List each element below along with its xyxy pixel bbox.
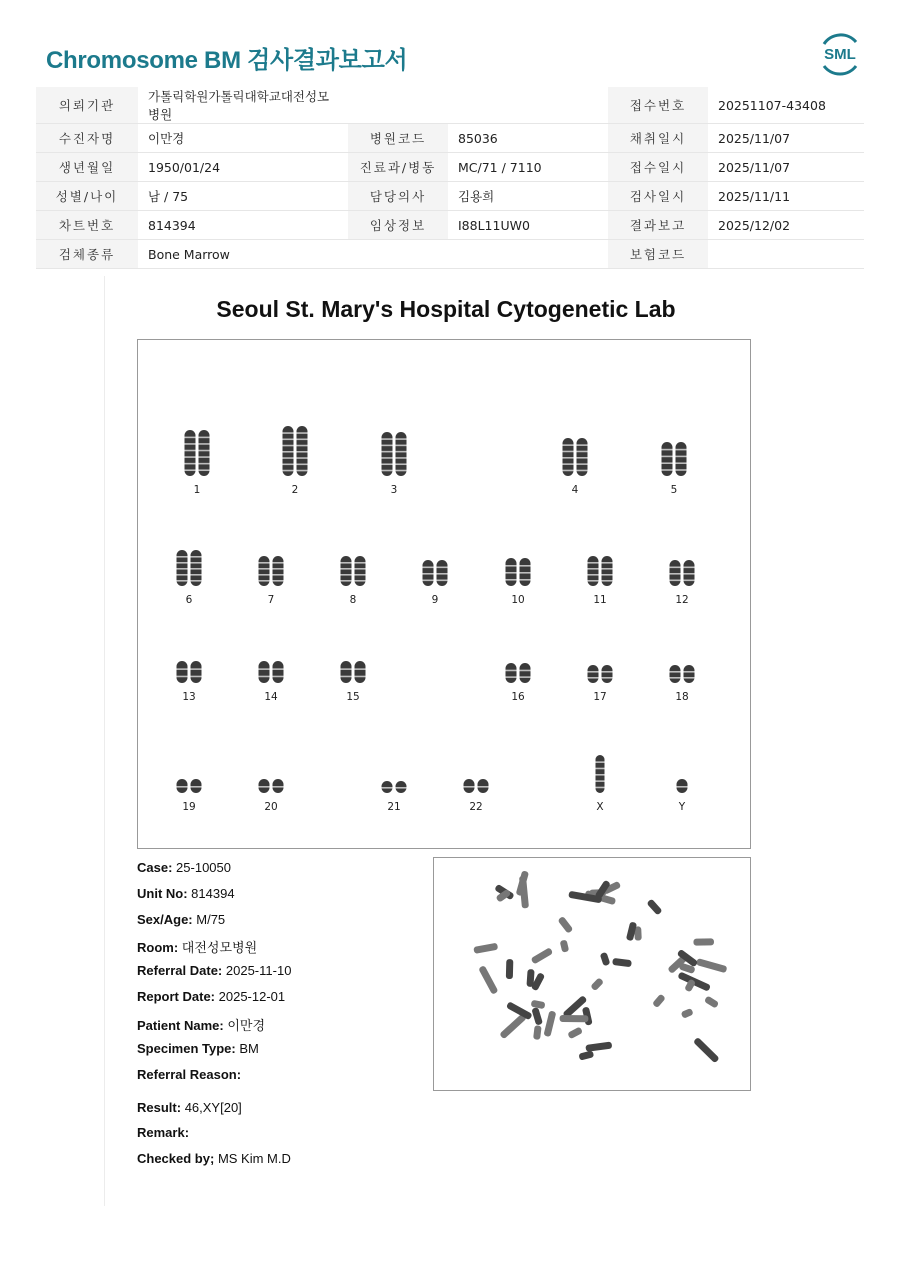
metaphase-chromosome	[693, 1037, 720, 1063]
chromosome-22	[464, 779, 489, 793]
metaphase-chromosome	[478, 965, 498, 995]
chromosome-label: 14	[264, 691, 278, 703]
chromosome-10	[506, 558, 531, 586]
metaphase-chromosome	[531, 1007, 543, 1026]
metaphase-chromosome	[560, 1015, 589, 1022]
chromosome-15	[341, 661, 366, 683]
info-value: 20251107-43408	[708, 87, 864, 124]
chromosome-9	[423, 560, 448, 586]
chromosome-label: Y	[678, 801, 686, 813]
metaphase-chromosome	[506, 959, 514, 979]
info-label: 생년월일	[36, 153, 138, 182]
chromosome-21	[382, 781, 407, 793]
remark-line: Remark:	[137, 1125, 190, 1140]
sexage-value: M/75	[196, 912, 226, 927]
result-value: 46,XY[20]	[184, 1100, 242, 1115]
info-value	[448, 240, 608, 269]
metaphase-chromosome	[681, 1008, 694, 1019]
metaphase-chromosome	[612, 958, 632, 967]
karyogram-chromosomes	[138, 340, 750, 848]
metaphase-chromosome	[557, 916, 573, 934]
info-value: 남 / 75	[138, 182, 348, 211]
chromosome-19	[177, 779, 202, 793]
chromosome-label: 16	[511, 691, 525, 703]
metaphase-chromosome	[696, 958, 728, 973]
info-label: 담당의사	[348, 182, 448, 211]
metaphase-chromosome	[531, 1000, 546, 1009]
chromosome-label: 9	[431, 594, 439, 606]
info-value: 2025/11/07	[708, 124, 864, 153]
report-date-line: Report Date: 2025-12-01	[137, 989, 286, 1004]
info-label: 검사일시	[608, 182, 708, 211]
metaphase-chromosome	[567, 1026, 583, 1039]
sexage-line: Sex/Age: M/75	[137, 912, 226, 927]
chromosome-label: 8	[349, 594, 357, 606]
chromosome-5	[662, 442, 687, 476]
chromosome-X	[596, 755, 605, 793]
lab-title: Seoul St. Mary's Hospital Cytogenetic Lab	[216, 296, 676, 322]
info-row	[36, 87, 864, 124]
chromosome-label: 20	[264, 801, 278, 813]
info-value: 2025/11/07	[708, 153, 864, 182]
chromosome-17	[588, 665, 613, 683]
chromosome-label: 2	[291, 484, 299, 496]
info-label: 임상정보	[348, 211, 448, 240]
chromosome-label: 10	[511, 594, 525, 606]
metaphase-chromosome	[704, 995, 719, 1008]
info-label: 성별/나이	[36, 182, 138, 211]
chromosome-label: 3	[390, 484, 398, 496]
metaphase-chromosome	[499, 1013, 527, 1039]
chromosome-14	[259, 661, 284, 683]
metaphase-chromosome	[543, 1010, 556, 1037]
chromosome-1	[185, 430, 210, 476]
chromosome-label: 7	[267, 594, 275, 606]
info-value: 814394	[138, 211, 348, 240]
report-title: Chromosome BM 검사결과보고서	[46, 47, 408, 74]
metaphase-chromosome	[600, 952, 611, 966]
info-value: 김용희	[448, 182, 608, 211]
info-label: 수진자명	[36, 124, 138, 153]
patient-name-line: Patient Name: 이만경	[137, 1018, 266, 1033]
chromosome-16	[506, 663, 531, 683]
referral-date-line: Referral Date: 2025-11-10	[137, 963, 292, 978]
chromosome-label: 15	[346, 691, 360, 703]
chromosome-label: 22	[469, 801, 483, 813]
info-row	[36, 211, 864, 240]
referral-date-value: 2025-11-10	[225, 963, 292, 978]
info-label: 의뢰기관	[36, 87, 138, 124]
metaphase-chromosome	[590, 977, 604, 991]
chromosome-label: 5	[670, 484, 678, 496]
chromosome-label: 11	[593, 594, 607, 606]
case-value: 25-10050	[176, 860, 231, 875]
info-row	[36, 124, 864, 153]
chromosome-18	[670, 665, 695, 683]
chromosome-4	[563, 438, 588, 476]
info-value	[448, 87, 608, 124]
unit-line: Unit No: 814394	[137, 886, 235, 901]
checked-by-line: Checked by; MS Kim M.D	[137, 1151, 291, 1166]
chromosome-Y	[677, 779, 688, 793]
chromosome-7	[259, 556, 284, 586]
info-row	[36, 240, 864, 269]
info-value: 가톨릭학원가톨릭대학교대전성모병원	[138, 87, 348, 124]
info-label: 병원코드	[348, 124, 448, 153]
chromosome-13	[177, 661, 202, 683]
info-value: 이만경	[138, 124, 348, 153]
chromosome-label: 4	[571, 484, 579, 496]
chromosome-label: 19	[182, 801, 196, 813]
chromosome-20	[259, 779, 284, 793]
info-value: 85036	[448, 124, 608, 153]
chromosome-label: 6	[185, 594, 193, 606]
info-label: 결과보고	[608, 211, 708, 240]
chromosome-11	[588, 556, 613, 586]
metaphase-image	[433, 857, 751, 1091]
chromosome-label: 1	[193, 484, 201, 496]
metaphase-chromosome	[585, 1042, 612, 1052]
info-value: MC/71 / 7110	[448, 153, 608, 182]
checked-by-value: MS Kim M.D	[217, 1151, 291, 1166]
info-row	[36, 182, 864, 211]
svg-text:SML: SML	[824, 46, 856, 63]
report-date-value: 2025-12-01	[218, 989, 286, 1004]
chromosome-3	[382, 432, 407, 476]
metaphase-chromosome	[533, 1025, 542, 1040]
metaphase-chromosome	[652, 994, 666, 1009]
patient-name-value: 이만경	[227, 1018, 266, 1033]
info-label	[348, 240, 448, 269]
info-value: I88L11UW0	[448, 211, 608, 240]
metaphase-chromosome	[526, 969, 534, 987]
chromosome-2	[283, 426, 308, 476]
chromosome-label: 12	[675, 594, 689, 606]
chromosome-8	[341, 556, 366, 586]
metaphase-chromosome	[560, 940, 570, 953]
specimen-value: BM	[239, 1041, 259, 1056]
chromosome-label: X	[596, 801, 604, 813]
unit-value: 814394	[191, 886, 235, 901]
result-line: Result: 46,XY[20]	[137, 1100, 242, 1115]
info-value: 1950/01/24	[138, 153, 348, 182]
info-value: 2025/11/11	[708, 182, 864, 211]
info-label: 채취일시	[608, 124, 708, 153]
info-label	[348, 87, 448, 124]
chromosome-6	[177, 550, 202, 586]
divider	[104, 276, 105, 1206]
metaphase-spread	[434, 858, 750, 1090]
info-label: 접수번호	[608, 87, 708, 124]
info-row	[36, 153, 864, 182]
sml-logo	[816, 30, 864, 78]
chromosome-label: 21	[387, 801, 401, 813]
referral-reason-line: Referral Reason:	[137, 1067, 242, 1082]
room-line: Room: 대전성모병원	[137, 940, 258, 955]
metaphase-chromosome	[646, 899, 662, 916]
metaphase-chromosome	[578, 1050, 594, 1060]
specimen-line: Specimen Type: BM	[137, 1041, 259, 1056]
case-line: Case: 25-10050	[137, 860, 231, 875]
metaphase-chromosome	[531, 947, 554, 964]
patient-info-table	[36, 87, 864, 269]
karyogram-image	[137, 339, 751, 849]
chromosome-label: 18	[675, 691, 689, 703]
chromosome-label: 17	[593, 691, 607, 703]
metaphase-chromosome	[693, 938, 714, 945]
info-value: Bone Marrow	[138, 240, 348, 269]
info-label: 차트번호	[36, 211, 138, 240]
chromosome-12	[670, 560, 695, 586]
chromosome-label: 13	[182, 691, 196, 703]
info-value: 2025/12/02	[708, 211, 864, 240]
info-label: 보험코드	[608, 240, 708, 269]
info-label: 검체종류	[36, 240, 138, 269]
info-label: 접수일시	[608, 153, 708, 182]
metaphase-chromosome	[473, 943, 498, 954]
info-value	[708, 240, 864, 269]
room-value: 대전성모병원	[181, 940, 258, 955]
info-label: 진료과/병동	[348, 153, 448, 182]
